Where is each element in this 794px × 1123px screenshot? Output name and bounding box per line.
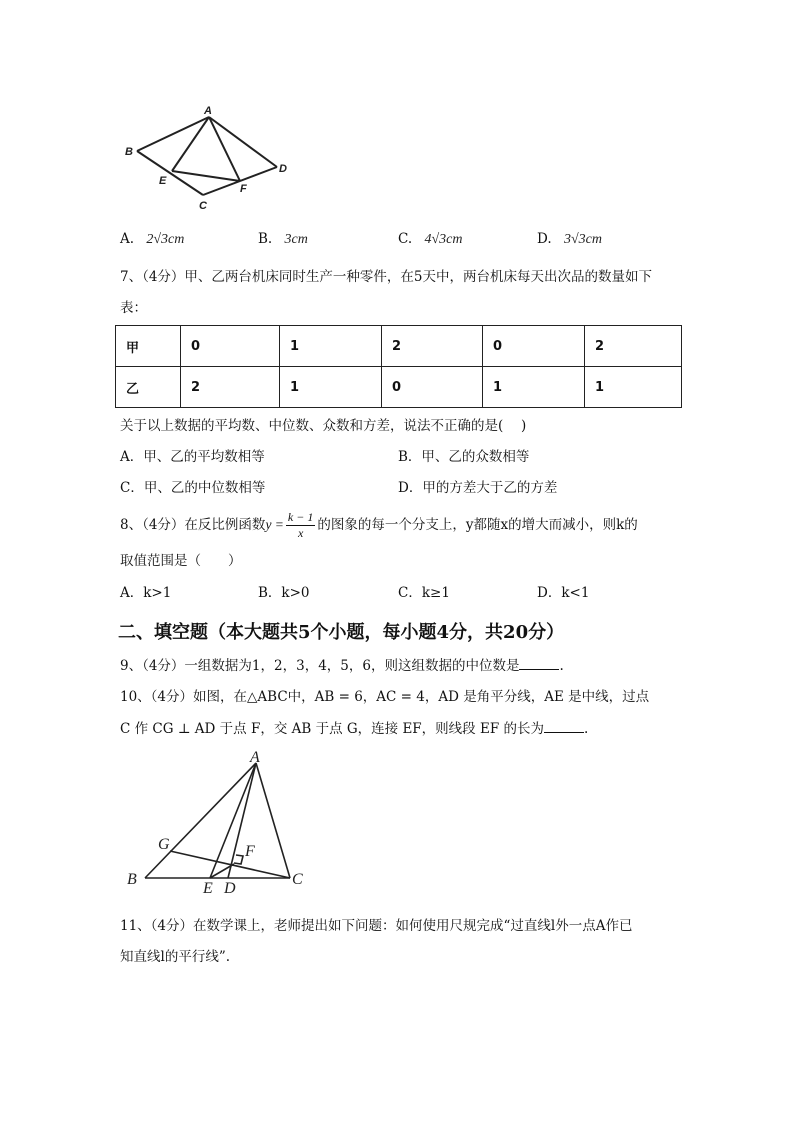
q8-option-c: C．k≥1 (398, 585, 450, 601)
q7-stem-line1: 7、（4分）甲、乙两台机床同时生产一种零件，在5天中，两台机床每天出次品的数量如下 (120, 269, 653, 285)
q7-option-a: A．甲、乙的平均数相等 (120, 449, 265, 465)
q6-option-c: C. 4√3cm (398, 231, 463, 247)
q7-option-b: B．甲、乙的众数相等 (398, 449, 530, 465)
q8-stem-line2: 取值范围是（ ） (120, 553, 242, 569)
table-cell: 1 (280, 367, 382, 408)
q6-option-b: B. 3cm (258, 231, 308, 247)
q8-fraction: $\frac{k - 1}{x}$ (287, 510, 314, 540)
defect-table (115, 325, 682, 408)
segment-cg (170, 851, 290, 878)
section-title-fill-in: 二、填空题（本大题共5个小题，每小题4分，共20分） (118, 622, 565, 643)
q10-answer-blank[interactable] (544, 720, 584, 733)
q10-stem-line2: C 作 CG ⊥ AD 于点 F，交 AB 于点 G，连接 EF，则线段 EF 的长为 . (120, 721, 589, 737)
table-cell: 1 (483, 367, 585, 408)
table-cell: 0 (382, 367, 483, 408)
q6-option-c-value: 4√3cm (424, 232, 463, 247)
right-angle-mark (234, 855, 243, 864)
table-cell: 乙 (116, 367, 181, 408)
q7-question: 关于以上数据的平均数、中位数、众数和方差，说法不正确的是( ) (120, 418, 527, 434)
q6-option-d: D. 3√3cm (537, 231, 602, 247)
q6-option-a: A. 2√3cm (120, 231, 185, 247)
label-a: A (204, 105, 212, 117)
segment-bc (137, 151, 203, 195)
q9-answer-blank[interactable] (519, 657, 559, 670)
q7-option-c: C．甲、乙的中位数相等 (120, 480, 266, 496)
label-b: B (127, 871, 137, 888)
q8-option-d: D．k<1 (537, 585, 590, 601)
label-b: B (125, 146, 133, 158)
label-c: C (199, 200, 207, 212)
q8-option-b: B．k>0 (258, 585, 310, 601)
label-d: D (279, 163, 287, 175)
q7-option-d: D．甲的方差大于乙的方差 (398, 480, 558, 496)
segment-ac (256, 763, 290, 878)
label-a: A (250, 750, 260, 766)
table-cell: 2 (181, 367, 280, 408)
q8-stem-line1: 8、（4分）在反比例函数y = $\frac{k - 1}{x}$ 的图象的每一个分支上，y都随x的增大而减小，则k的 (120, 510, 638, 540)
segment-af (209, 117, 240, 181)
table-cell: 甲 (116, 326, 181, 367)
q11-stem-line1: 11、（4分）在数学课上，老师提出如下问题：如何使用尺规完成“过直线l外一点A作已 (120, 918, 633, 934)
q8-y-eq: y = (265, 517, 284, 532)
q11-stem-line2: 知直线l的平行线”. (120, 949, 231, 965)
q8-option-a: A．k>1 (120, 585, 172, 601)
q9-stem: 9、（4分）一组数据为1，2，3，4，5，6，则这组数据的中位数是 . (120, 658, 564, 674)
q6-option-b-value: 3cm (284, 232, 308, 247)
table-row-yi (116, 367, 682, 408)
figure-quadrilateral-aef (115, 100, 305, 215)
label-f: F (245, 843, 255, 860)
label-e: E (159, 175, 167, 187)
table-row-jia (116, 326, 682, 367)
label-c: C (292, 871, 303, 888)
q7-stem-line2: 表： (120, 300, 147, 316)
figure-triangle-abc (120, 750, 320, 895)
label-e: E (203, 880, 213, 895)
label-f: F (240, 183, 247, 195)
q6-option-a-value: 2√3cm (146, 232, 185, 247)
table-cell: 0 (483, 326, 585, 367)
label-g: G (158, 836, 170, 853)
segment-ef (172, 171, 240, 181)
segment-ab (145, 763, 256, 878)
table-cell: 1 (280, 326, 382, 367)
q6-option-d-value: 3√3cm (563, 232, 602, 247)
label-d: D (224, 880, 236, 895)
table-cell: 2 (585, 326, 682, 367)
segment-ad (209, 117, 277, 167)
table-cell: 0 (181, 326, 280, 367)
q10-stem-line1: 10、（4分）如图，在△ABC中，AB = 6，AC = 4，AD 是角平分线，AE 是中线，过点 (120, 689, 650, 705)
table-cell: 2 (382, 326, 483, 367)
table-cell: 1 (585, 367, 682, 408)
